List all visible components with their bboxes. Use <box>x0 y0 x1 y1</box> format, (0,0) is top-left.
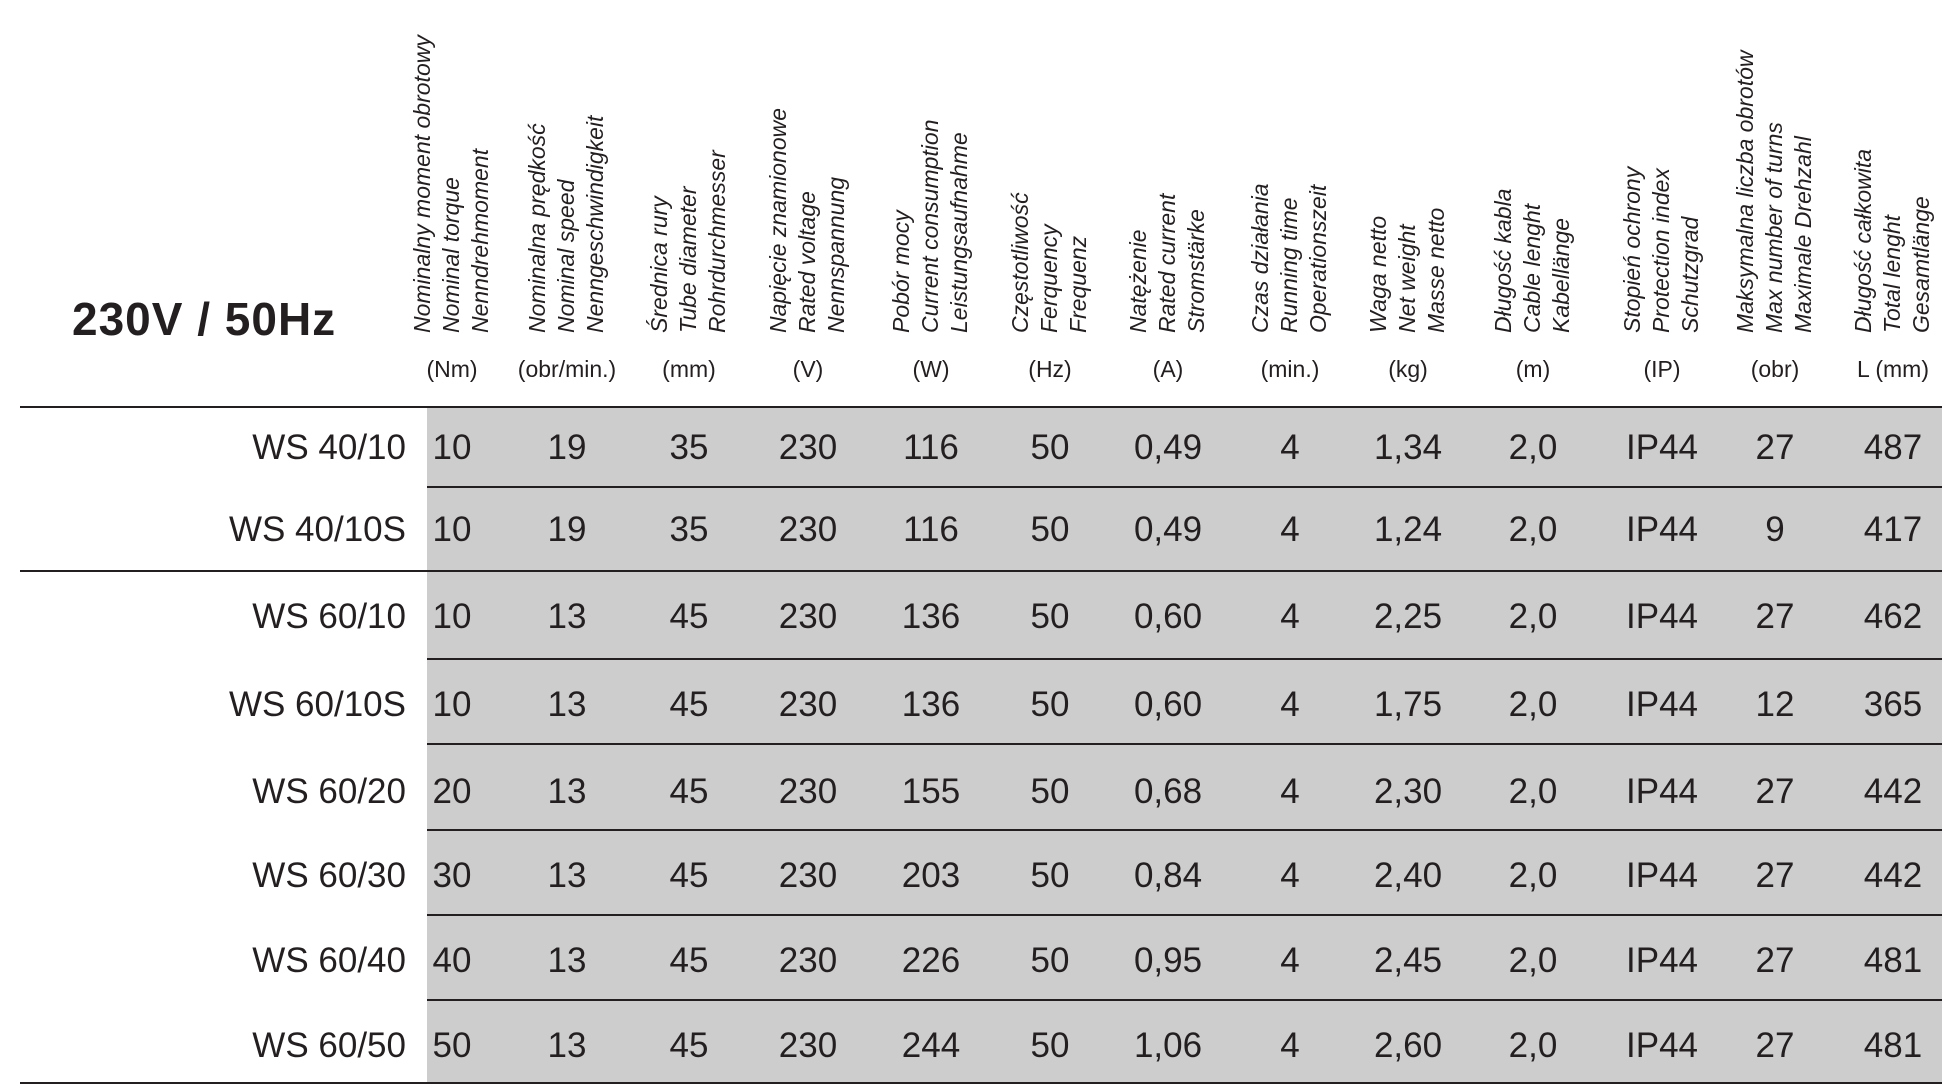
table-cell: 116 <box>903 510 959 549</box>
table-cell: 203 <box>901 856 961 895</box>
column-header-line: Natężenie <box>1125 229 1151 333</box>
table-cell: 35 <box>669 428 709 467</box>
column-header-line: Ferquency <box>1036 224 1062 333</box>
column-header-line: Średnica rury <box>646 196 672 333</box>
table-cell: 50 <box>1030 1026 1070 1065</box>
table-cell: 50 <box>1030 510 1070 549</box>
table-cell: IP44 <box>1626 685 1698 724</box>
table-cell: 13 <box>547 941 587 980</box>
table-cell: 12 <box>1755 685 1795 724</box>
column-unit: (min.) <box>1260 356 1320 382</box>
model-name: WS 60/10S <box>228 685 406 724</box>
table-cell: IP44 <box>1626 941 1698 980</box>
column-header-line: Kabellänge <box>1548 217 1574 333</box>
table-cell: 45 <box>669 1026 709 1065</box>
table-cell: IP44 <box>1626 1026 1698 1065</box>
table-cell: 4 <box>1280 941 1300 980</box>
table-cell: 230 <box>778 685 838 724</box>
table-cell: 4 <box>1280 685 1300 724</box>
column-unit: L (mm) <box>1857 356 1929 382</box>
column-header-line: Net weight <box>1394 224 1420 333</box>
table-cell: 1,34 <box>1373 428 1443 467</box>
table-cell: 0,49 <box>1133 428 1203 467</box>
table-cell: 35 <box>669 510 709 549</box>
column-unit: (Hz) <box>1028 356 1072 382</box>
page-title: 230V / 50Hz <box>72 293 337 345</box>
column-header-line: Maximale Drehzahl <box>1790 136 1816 333</box>
column-unit: (W) <box>912 356 950 382</box>
table-cell: 230 <box>778 1026 838 1065</box>
table-cell: 50 <box>1030 685 1070 724</box>
column-unit: (obr/min.) <box>517 356 617 382</box>
table-cell: IP44 <box>1626 428 1698 467</box>
column-header-line: Schutzgrad <box>1677 216 1703 333</box>
table-cell: 1,06 <box>1133 1026 1203 1065</box>
table-cell: 2,0 <box>1508 1026 1558 1065</box>
row-divider <box>427 658 1942 660</box>
column-header-line: Total lenght <box>1879 214 1905 333</box>
table-cell: 226 <box>901 941 961 980</box>
table-cell: 10 <box>432 510 472 549</box>
table-cell: 2,0 <box>1508 856 1558 895</box>
column-header-line: Gesamtlänge <box>1908 196 1934 333</box>
table-cell: 365 <box>1863 685 1923 724</box>
table-cell: 19 <box>547 510 587 549</box>
table-cell: 50 <box>1030 941 1070 980</box>
row-divider <box>427 486 1942 488</box>
model-name: WS 40/10 <box>252 428 406 467</box>
column-header-label <box>1006 192 1093 333</box>
table-cell: 2,60 <box>1373 1026 1443 1065</box>
column-unit: (IP) <box>1643 356 1681 382</box>
table-cell: 50 <box>1030 772 1070 811</box>
table-cell: 13 <box>547 597 587 636</box>
column-header-line: Nominalny moment obrotowy <box>409 35 435 333</box>
column-header-line: Pobór mocy <box>888 210 914 333</box>
table-cell: 20 <box>432 772 472 811</box>
table-cell: 462 <box>1863 597 1923 636</box>
table-cell: 2,40 <box>1373 856 1443 895</box>
table-cell: 2,0 <box>1508 428 1558 467</box>
model-name: WS 60/50 <box>252 1026 406 1065</box>
column-header-line: Tube diameter <box>675 186 701 333</box>
table-cell: 10 <box>432 685 472 724</box>
table-cell: 116 <box>903 428 959 467</box>
column-header-line: Masse netto <box>1423 207 1449 333</box>
table-cell: IP44 <box>1626 772 1698 811</box>
table-cell: IP44 <box>1626 856 1698 895</box>
table-cell: 2,30 <box>1373 772 1443 811</box>
table-cell: 2,0 <box>1508 510 1558 549</box>
column-header-label <box>408 35 495 333</box>
table-cell: 4 <box>1280 510 1300 549</box>
table-cell: 0,49 <box>1133 510 1203 549</box>
table-cell: 27 <box>1755 772 1795 811</box>
table-cell: 4 <box>1280 856 1300 895</box>
table-cell: 13 <box>547 856 587 895</box>
column-unit: (obr) <box>1750 356 1800 382</box>
column-header-line: Nennspannung <box>823 176 849 333</box>
table-cell: 155 <box>901 772 961 811</box>
column-header-line: Nominal speed <box>553 179 579 333</box>
table-cell: 27 <box>1755 597 1795 636</box>
column-header-label <box>1618 167 1705 333</box>
table-cell: 45 <box>669 597 709 636</box>
row-divider <box>427 914 1942 916</box>
column-header-label <box>1489 189 1576 333</box>
column-header-line: Frequenz <box>1065 235 1091 333</box>
row-divider <box>427 743 1942 745</box>
table-cell: 13 <box>547 685 587 724</box>
column-header-label <box>1731 50 1818 333</box>
table-cell: 230 <box>778 941 838 980</box>
table-cell: IP44 <box>1626 510 1698 549</box>
column-header-line: Leistungsaufnahme <box>946 132 972 333</box>
table-cell: 13 <box>547 772 587 811</box>
column-header-line: Stopień ochrony <box>1619 166 1645 333</box>
column-header-line: Operationszeit <box>1305 184 1331 333</box>
table-cell: 4 <box>1280 597 1300 636</box>
table-cell: 481 <box>1863 1026 1923 1065</box>
column-header-label <box>1849 149 1936 333</box>
column-unit: (Nm) <box>426 356 478 382</box>
table-cell: 45 <box>669 772 709 811</box>
table-cell: 2,0 <box>1508 685 1558 724</box>
table-cell: 50 <box>432 1026 472 1065</box>
model-name: WS 60/30 <box>252 856 406 895</box>
column-header-line: Długość całkowita <box>1850 148 1876 333</box>
row-divider <box>427 829 1942 831</box>
row-divider <box>20 570 1942 572</box>
table-cell: 10 <box>432 428 472 467</box>
table-cell: 4 <box>1280 1026 1300 1065</box>
table-cell: 481 <box>1863 941 1923 980</box>
column-header-line: Rated current <box>1154 193 1180 333</box>
model-name: WS 60/40 <box>252 941 406 980</box>
table-cell: 30 <box>432 856 472 895</box>
table-cell: 1,24 <box>1373 510 1443 549</box>
table-cell: 442 <box>1863 772 1923 811</box>
table-cell: 417 <box>1863 510 1923 549</box>
values-background <box>427 407 1942 1084</box>
column-header-line: Nenngeschwindigkeit <box>582 115 608 333</box>
table-cell: 0,60 <box>1133 685 1203 724</box>
column-header-line: Częstotliwość <box>1007 192 1033 333</box>
column-header-line: Maksymalna liczba obrotów <box>1732 50 1758 333</box>
model-name: WS 40/10S <box>228 510 406 549</box>
table-cell: 1,75 <box>1373 685 1443 724</box>
table-cell: 10 <box>432 597 472 636</box>
table-cell: 27 <box>1755 428 1795 467</box>
row-divider <box>20 406 1942 408</box>
column-unit: (kg) <box>1388 356 1428 382</box>
model-name: WS 60/10 <box>252 597 406 636</box>
column-header-label <box>764 108 851 333</box>
table-cell: 2,0 <box>1508 772 1558 811</box>
table-cell: 442 <box>1863 856 1923 895</box>
column-unit: (V) <box>792 356 824 382</box>
table-cell: 9 <box>1765 510 1785 549</box>
column-header-line: Cable lenght <box>1519 203 1545 333</box>
table-cell: IP44 <box>1626 597 1698 636</box>
column-header-line: Długość kabla <box>1490 188 1516 333</box>
column-header-line: Czas działania <box>1247 183 1273 333</box>
table-cell: 0,60 <box>1133 597 1203 636</box>
table-cell: 4 <box>1280 772 1300 811</box>
column-header-line: Rated voltage <box>794 191 820 333</box>
column-header-label <box>1124 194 1211 333</box>
table-cell: 50 <box>1030 597 1070 636</box>
column-header-line: Nominalna prędkość <box>524 123 550 333</box>
table-cell: 45 <box>669 856 709 895</box>
column-header-label <box>887 120 974 334</box>
table-cell: 2,0 <box>1508 941 1558 980</box>
table-cell: 19 <box>547 428 587 467</box>
column-unit: (m) <box>1515 356 1551 382</box>
table-cell: 4 <box>1280 428 1300 467</box>
column-header-line: Waga netto <box>1365 215 1391 333</box>
column-unit: (A) <box>1152 356 1184 382</box>
table-cell: 230 <box>778 597 838 636</box>
table-cell: 0,68 <box>1133 772 1203 811</box>
table-cell: 230 <box>778 428 838 467</box>
table-cell: 244 <box>901 1026 961 1065</box>
column-unit: (mm) <box>662 356 716 382</box>
column-header-line: Napięcie znamionowe <box>765 107 791 333</box>
column-header-label <box>1364 208 1451 333</box>
table-cell: 230 <box>778 772 838 811</box>
model-name: WS 60/20 <box>252 772 406 811</box>
table-cell: 27 <box>1755 941 1795 980</box>
column-header-line: Nenndrehmoment <box>467 148 493 333</box>
table-cell: 27 <box>1755 1026 1795 1065</box>
table-cell: 45 <box>669 685 709 724</box>
table-cell: 0,95 <box>1133 941 1203 980</box>
column-header-line: Rohrdurchmesser <box>704 150 730 333</box>
column-header-label <box>645 150 732 333</box>
column-header-line: Nominal torque <box>438 177 464 333</box>
table-cell: 27 <box>1755 856 1795 895</box>
column-header-line: Protection index <box>1648 168 1674 333</box>
column-header-line: Running time <box>1276 197 1302 333</box>
column-header-line: Current consumption <box>917 119 943 333</box>
table-cell: 230 <box>778 856 838 895</box>
table-cell: 2,45 <box>1373 941 1443 980</box>
table-cell: 45 <box>669 941 709 980</box>
table-cell: 13 <box>547 1026 587 1065</box>
table-cell: 230 <box>778 510 838 549</box>
table-cell: 136 <box>901 685 961 724</box>
table-cell: 40 <box>432 941 472 980</box>
row-divider <box>427 999 1942 1001</box>
table-cell: 136 <box>901 597 961 636</box>
table-cell: 50 <box>1030 856 1070 895</box>
table-cell: 487 <box>1863 428 1923 467</box>
table-cell: 2,25 <box>1373 597 1443 636</box>
table-cell: 50 <box>1030 428 1070 467</box>
table-cell: 2,0 <box>1508 597 1558 636</box>
table-cell: 0,84 <box>1133 856 1203 895</box>
column-header-line: Max number of turns <box>1761 122 1787 333</box>
column-header-line: Stromstärke <box>1183 209 1209 333</box>
column-header-label <box>523 116 610 333</box>
column-header-label <box>1246 183 1333 333</box>
